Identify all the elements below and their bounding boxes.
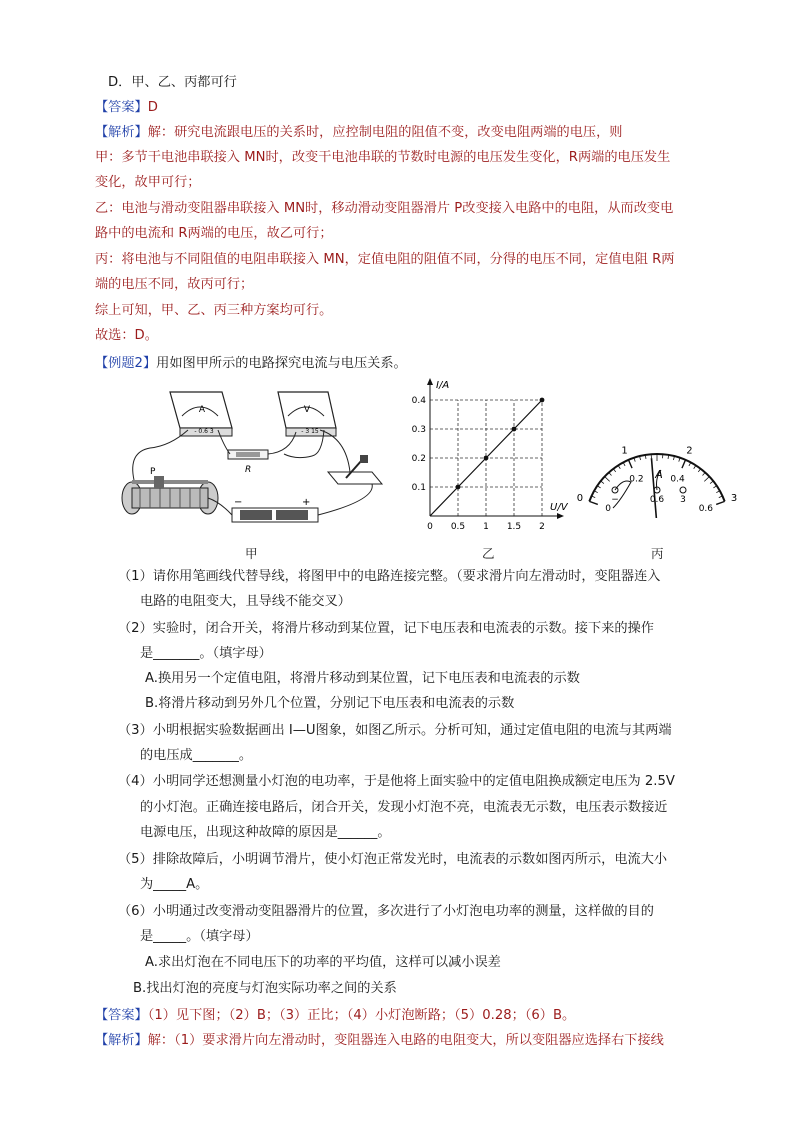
question-5: （5）排除故障后，小明调节滑片，使小灯泡正常发光时，电流表的示数如图丙所示，电流大小 xyxy=(118,852,668,867)
dial-tick xyxy=(713,486,716,488)
option-d: D．甲、乙、丙都可行 xyxy=(108,75,237,90)
question-1: （1）请你用笔画线代替导线，将图甲中的电路连接完整。（要求滑片向左滑动时，变阻器连入 xyxy=(118,569,661,584)
dial-tick xyxy=(613,469,615,472)
dial-outer-label: 0 xyxy=(576,492,584,504)
dial-outer-label: 3 xyxy=(730,492,738,504)
switch xyxy=(328,455,382,484)
slider-label: P xyxy=(150,467,156,477)
analysis-line: 端的电压不同，故丙可行； xyxy=(95,277,254,292)
voltmeter-label: V xyxy=(303,405,311,415)
x-tick-label: 0.5 xyxy=(450,522,466,532)
dial-terminal-label: 3 xyxy=(680,495,686,505)
dial-tick xyxy=(589,501,597,504)
dial-tick xyxy=(694,465,696,468)
example-stem: 用如图甲所示的电路探究电流与电压关系。 xyxy=(156,356,407,371)
dial-tick xyxy=(682,460,686,468)
data-point xyxy=(456,485,461,490)
question-5-cont: 为_____A。 xyxy=(140,877,209,892)
answer-line xyxy=(95,99,158,117)
y-axis-arrow xyxy=(427,378,433,385)
battery-plus: + xyxy=(302,497,311,508)
y-axis-label: I/A xyxy=(436,380,450,391)
question-6-option-a: A.求出灯泡在不同电压下的功率的平均值，这样可以减小误差 xyxy=(145,955,501,970)
dial-tick xyxy=(601,481,604,483)
analysis-tag: 【解析】 xyxy=(95,125,148,140)
answer-2-line xyxy=(95,1007,575,1025)
iu-chart xyxy=(400,378,570,538)
analysis-line: 甲：多节干电池串联接入 MN时，改变干电池串联的节数时电源的电压发生变化，R两端的电压发生 xyxy=(95,150,671,165)
question-3: （3）小明根据实验数据画出 I—U图象，如图乙所示。分析可知，通过定值电阻的电流与其两端 xyxy=(118,723,672,738)
voltmeter-terminals: - 3 15 xyxy=(301,428,319,435)
question-2-option-a: A.换用另一个定值电阻，将滑片移动到某位置，记下电压表和电流表的示数 xyxy=(145,671,580,686)
dial-inner-label: 0 xyxy=(605,504,612,515)
analysis-line: 变化，故甲可行； xyxy=(95,175,201,190)
dial-unit-label: A xyxy=(655,468,663,481)
dial-terminal xyxy=(680,487,686,493)
dial-tick xyxy=(605,477,610,482)
dial-tick xyxy=(703,472,706,475)
analysis-line: 路中的电流和 R两端的电压，故乙可行； xyxy=(95,226,333,241)
data-point xyxy=(484,456,489,461)
analysis-line: 丙：将电池与不同阻值的电阻串联接入 MN，定值电阻的阻值不同，分得的电压不同，定值电阻 R两 xyxy=(95,252,675,267)
data-point xyxy=(512,427,517,432)
dial-tick xyxy=(704,477,709,482)
x-tick-label: 2 xyxy=(539,522,545,532)
answer-2-text: （1）见下图；（2）B；（3）正比；（4）小灯泡断路；（5）0.28；（6）B。 xyxy=(147,1008,576,1023)
y-tick-label: 0.2 xyxy=(411,454,426,464)
caption-bing: 丙 xyxy=(651,546,664,561)
dial-tick xyxy=(618,465,620,468)
dial-terminal-label: − xyxy=(611,495,619,505)
dial-inner-label: 0.6 xyxy=(698,504,714,515)
answer-tag: 【答案】 xyxy=(95,100,148,115)
example-2-heading xyxy=(95,355,407,373)
x-axis-arrow xyxy=(557,513,564,519)
analysis-line: 故选：D。 xyxy=(95,328,158,343)
battery-minus: − xyxy=(234,497,243,508)
dial-outer-label: 1 xyxy=(621,445,628,457)
question-6: （6）小明通过改变滑动变阻器滑片的位置，多次进行了小灯泡电功率的测量，这样做的目的 xyxy=(118,904,654,919)
question-2-option-b: B.将滑片移动到另外几个位置，分别记下电压表和电流表的示数 xyxy=(145,696,515,711)
dial-tick xyxy=(710,481,713,483)
circuit-figure xyxy=(110,380,385,530)
dial-inner-label: 0.4 xyxy=(670,474,685,485)
ammeter-terminals: - 0.6 3 xyxy=(194,428,214,435)
x-tick-label: 0 xyxy=(427,522,433,532)
y-tick-label: 0.1 xyxy=(411,483,426,493)
caption-yi: 乙 xyxy=(482,546,495,561)
question-2-cont: 是_______。（填字母） xyxy=(140,646,272,661)
example-tag: 【例题2】 xyxy=(95,356,157,371)
y-tick-label: 0.4 xyxy=(411,396,426,406)
y-tick-label: 0.3 xyxy=(411,425,426,435)
dial-tick xyxy=(698,469,700,472)
voltmeter xyxy=(278,392,336,436)
analysis-2-text: 解：（1）要求滑片向左滑动时，变阻器连入电路的电阻变大，所以变阻器应选择右下接线 xyxy=(147,1033,664,1048)
dial-tick xyxy=(609,472,612,475)
ammeter-dial-figure xyxy=(575,408,740,518)
analysis-2-line xyxy=(95,1032,664,1050)
analysis-2-tag: 【解析】 xyxy=(95,1033,148,1048)
resistor-label: R xyxy=(245,465,252,475)
x-tick-label: 1.5 xyxy=(506,522,522,532)
x-axis-label: U/V xyxy=(550,502,568,513)
x-tick-label: 1 xyxy=(483,522,489,532)
analysis-intro-line xyxy=(95,124,623,142)
dial-tick xyxy=(628,460,632,468)
dial-tick xyxy=(597,486,600,488)
question-4-cont: 电源电压，出现这种故障的原因是______。 xyxy=(140,825,391,840)
question-2: （2）实验时，闭合开关，将滑片移动到某位置，记下电压表和电流表的示数。接下来的操作 xyxy=(118,621,654,636)
resistor xyxy=(228,450,268,475)
analysis-line: 综上可知，甲、乙、丙三种方案均可行。 xyxy=(95,303,333,318)
question-6-option-b: B.找出灯泡的亮度与灯泡实际功率之间的关系 xyxy=(133,981,397,996)
battery-pack xyxy=(232,497,318,522)
dial-tick xyxy=(716,501,724,504)
answer-2-tag: 【答案】 xyxy=(95,1008,148,1023)
analysis-line: 乙：电池与滑动变阻器串联接入 MN时，移动滑动变阻器滑片 P改变接入电路中的电阻，从而改变电 xyxy=(95,201,674,216)
dial-terminal-label: 0.6 xyxy=(649,495,665,505)
question-4-cont: 的小灯泡。正确连接电路后，闭合开关，发现小灯泡不亮，电流表无示数，电压表示数接近 xyxy=(140,800,668,815)
caption-jia: 甲 xyxy=(245,546,258,561)
answer-value: D xyxy=(147,100,158,115)
data-point xyxy=(540,398,545,403)
dial-outer-label: 2 xyxy=(686,445,693,457)
question-1-cont: 电路的电阻变大，且导线不能交叉） xyxy=(140,594,351,609)
ammeter xyxy=(170,392,232,436)
dial-inner-label: 0.2 xyxy=(629,474,644,485)
question-6-cont: 是_____。（填字母） xyxy=(140,929,259,944)
question-3-cont: 的电压成_______。 xyxy=(140,748,253,763)
rheostat xyxy=(122,467,218,514)
analysis-intro: 解：研究电流跟电压的关系时，应控制电阻的阻值不变，改变电阻两端的电压，则 xyxy=(147,125,623,140)
question-4: （4）小明同学还想测量小灯泡的电功率，于是他将上面实验中的定值电阻换成额定电压为 2.5V xyxy=(118,774,675,789)
ammeter-label: A xyxy=(198,405,206,415)
